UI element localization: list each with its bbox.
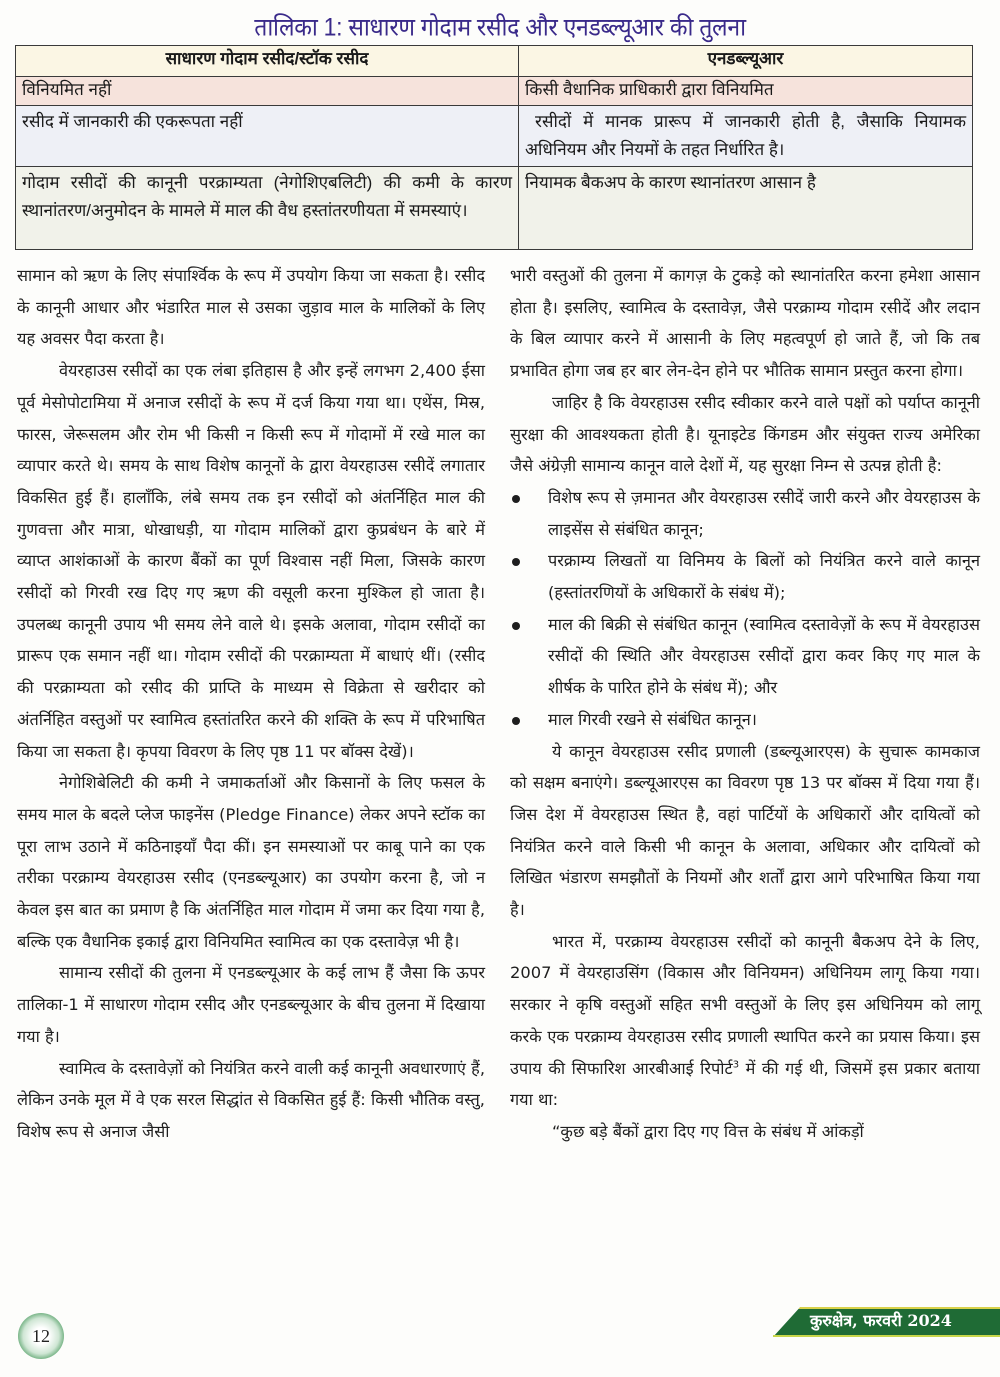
table-row	[16, 77, 973, 106]
table-row	[16, 167, 973, 250]
body-paragraph: भारी वस्तुओं की तुलना में कागज़ के टुकड़े को स्थानांतरित करना हमेशा आसान होता है। इसलिए, स्वामित्व के दस्तावेज़, जैसे परक्राम्य गोदाम रसीदें और लदान के बिल व्यापार करने में आसानी के लिए महत्वपूर्ण हो जाते हैं, जो कि तब प्रभावित होगा जब हर बार लेन-देन होने पर भौतिक सामान प्रस्तुत करना होगा।	[510, 266, 980, 381]
body-paragraph: ये कानून वेयरहाउस रसीद प्रणाली (डब्ल्यूआरएस) के सुचारू कामकाज को सक्षम बनाएंगे। डब्ल्यूआरएस का विवरण पृष्ठ 13 पर बॉक्स में दिया गया हैं। जिस देश में वेयरहाउस स्थित है, वहां पार्टियों के अधिकारों और दायित्वों को नियंत्रित करने वाले किसी भी कानून के अलावा, अधिकार और दायित्वों को लिखित भंडारण समझौतों के नियमों और शर्तों द्वारा आगे परिभाषित किया गया है।	[510, 741, 980, 920]
table-title: तालिका 1: साधारण गोदाम रसीद और एनडब्ल्यूआर की तुलना	[254, 13, 746, 42]
body-paragraph: सामान्य रसीदों की तुलना में एनडब्ल्यूआर के कई लाभ हैं जैसा कि ऊपर तालिका-1 में साधारण गोदाम रसीद और एनडब्ल्यूआर के बीच तुलना में दिखाया गया है।	[17, 963, 485, 1046]
table-cell: रसीद में जानकारी की एकरूपता नहीं	[16, 106, 519, 167]
body-paragraph: स्वामित्व के दस्तावेज़ों को नियंत्रित करने वाली कई कानूनी अवधारणाएं हैं, लेकिन उनके मूल में वे एक सरल सिद्धांत से विकसित हुई हैं: किसी भौतिक वस्तु, विशेष रूप से अनाज जैसी	[17, 1058, 485, 1141]
legal-protection-list	[510, 482, 980, 736]
list-item-text: परक्राम्य लिखतों या विनिमय के बिलों को नियंत्रित करने वाले कानून (हस्तांतरणियों के अधिकारों के संबंध में);	[548, 551, 980, 603]
left-column	[17, 260, 485, 1148]
column-header-ordinary-receipt: साधारण गोदाम रसीद/स्टॉक रसीद	[16, 46, 519, 77]
bullet-icon	[512, 622, 520, 630]
list-item-text: विशेष रूप से ज़मानत और वेयरहाउस रसीदें जारी करने और वेयरहाउस के लाइसेंस से संबंधित कानून;	[548, 487, 980, 539]
page-number: 12	[32, 1325, 50, 1346]
body-paragraph-india	[510, 926, 980, 1116]
bullet-icon	[512, 558, 520, 566]
table-cell: गोदाम रसीदों की कानूनी परक्राम्यता (नेगोशिएबलिटी) की कमी के कारण स्थानांतरण/अनुमोदन के मामले में माल की वैध हस्तांतरणीयता में समस्याएं।	[16, 167, 519, 250]
list-item	[510, 545, 980, 608]
list-item-text: माल की बिक्री से संबंधित कानून (स्वामित्व दस्तावेज़ों के रूप में वेयरहाउस रसीदों की स्थिति और वेयरहाउस रसीदों द्वारा कवर किए गए माल के शीर्षक के पारित होने के संबंध में); और	[548, 614, 980, 698]
table-cell: किसी वैधानिक प्राधिकारी द्वारा विनियमित	[519, 77, 973, 106]
bullet-icon	[512, 495, 520, 503]
comparison-table	[15, 45, 973, 250]
body-paragraph: वेयरहाउस रसीदों का एक लंबा इतिहास है और इन्हें लगभग 2,400 ईसा पूर्व मेसोपोटामिया में अनाज रसीदों के रूप में दर्ज किया गया था। एथेंस, मिस्र, फारस, जेरूसलम और रोम भी किसी न किसी रूप में गोदामों में रखे माल का व्यापार करते थे। समय के साथ विशेष कानूनों के द्वारा वेयरहाउस रसीदें लगातार विकसित हुई हैं। हालाँकि, लंबे समय तक इन रसीदों को अंतर्निहित माल की गुणवत्ता और मात्रा, धोखाधड़ी, या गोदाम मालिकों द्वारा कुप्रबंधन के बारे में व्याप्त आशंकाओं के कारण बैंकों का पूर्ण विश्वास नहीं मिला, जिसके कारण रसीदों को गिरवी रख दिए गए ऋण की वसूली करना मुश्किल हो जाता है। उपलब्ध कानूनी उपाय भी समय लेने वाले थे। इसके अलावा, गोदाम रसीदों का प्रारूप एक समान नहीं था। गोदाम रसीदों की परक्राम्यता में बाधाएं थीं। (रसीद की परक्राम्यता को रसीद की प्राप्ति के माध्यम से विक्रेता से खरीदार को अंतर्निहित वस्तुओं पर स्वामित्व हस्तांतरित करने की शक्ति के रूप में परिभाषित किया जा सकता है। कृपया विवरण के लिए पृष्ठ 11 पर बॉक्स देखें)।	[17, 361, 485, 761]
quote-start: “कुछ बड़े बैंकों द्वारा दिए गए वित्त के संबंध में आंकड़ों	[552, 1121, 864, 1141]
footnote-marker: 3	[732, 1059, 740, 1071]
column-header-nwr: एनडब्ल्यूआर	[519, 46, 973, 77]
footer-underline	[773, 1335, 1000, 1337]
list-item-text: माल गिरवी रखने से संबंधित कानून।	[548, 709, 757, 729]
table-cell: नियामक बैकअप के कारण स्थानांतरण आसान है	[519, 167, 973, 250]
right-column	[510, 260, 980, 1148]
body-paragraph: जाहिर है कि वेयरहाउस रसीद स्वीकार करने वाले पक्षों को पर्याप्त कानूनी सुरक्षा की आवश्यकता होती है। यूनाइटेड किंगडम और संयुक्त राज्य अमेरिका जैसे अंग्रेज़ी सामान्य कानून वाले देशों में, यह सुरक्षा निम्न से उत्पन्न होती है:	[510, 392, 980, 476]
table-cell: रसीदों में मानक प्रारूप में जानकारी होती है, जैसाकि नियामक अधिनियम और नियमों के तहत निर्धारित है।	[519, 106, 973, 167]
india-text-before-footnote: भारत में, परक्राम्य वेयरहाउस रसीदों को कानूनी बैकअप देने के लिए, 2007 में वेयरहाउसिंग (विकास और विनियमन) अधिनियम लागू किया गया। सरकार ने कृषि वस्तुओं सहित सभी वस्तुओं के लिए इस अधिनियम को लागू करके एक परक्राम्य वेयरहाउस रसीद प्रणाली स्थापित करने का प्रयास किया। इस उपाय की सिफारिश आरबीआई रिपोर्ट	[510, 931, 980, 1078]
list-item	[510, 704, 980, 736]
list-item	[510, 482, 980, 545]
list-item	[510, 609, 980, 704]
magazine-issue-label: कुरुक्षेत्र, फरवरी 2024	[810, 1311, 952, 1330]
table-header-row	[16, 46, 973, 77]
table-cell: विनियमित नहीं	[16, 77, 519, 106]
table-row	[16, 106, 973, 167]
body-paragraph: सामान को ऋण के लिए संपार्श्विक के रूप में उपयोग किया जा सकता है। रसीद के कानूनी आधार और भंडारित माल से उसका जुड़ाव माल के मालिकों के लिए यह अवसर पैदा करता है।	[17, 266, 485, 349]
india-text-after-footnote: में की गई थी, जिसमें इस प्रकार बताया गया था:	[510, 1058, 980, 1110]
page-number-badge	[18, 1313, 64, 1359]
body-paragraph: नेगोशिबेलिटी की कमी ने जमाकर्ताओं और किसानों के लिए फसल के समय माल के बदले प्लेज फाइनेंस (Pledge Finance) लेकर अपने स्टॉक का पूरा लाभ उठाने में कठिनाइयाँ पैदा कीं। इन समस्याओं पर काबू पाने का एक तरीका परक्राम्य वेयरहाउस रसीद (एनडब्ल्यूआर) का उपयोग करना है, जो न केवल इस बात का प्रमाण है कि अंतर्निहित माल गोदाम में जमा कर दिया गया है, बल्कि एक वैधानिक इकाई द्वारा विनियमित स्वामित्व का एक दस्तावेज़ भी है।	[17, 773, 485, 951]
bullet-icon	[512, 717, 520, 725]
